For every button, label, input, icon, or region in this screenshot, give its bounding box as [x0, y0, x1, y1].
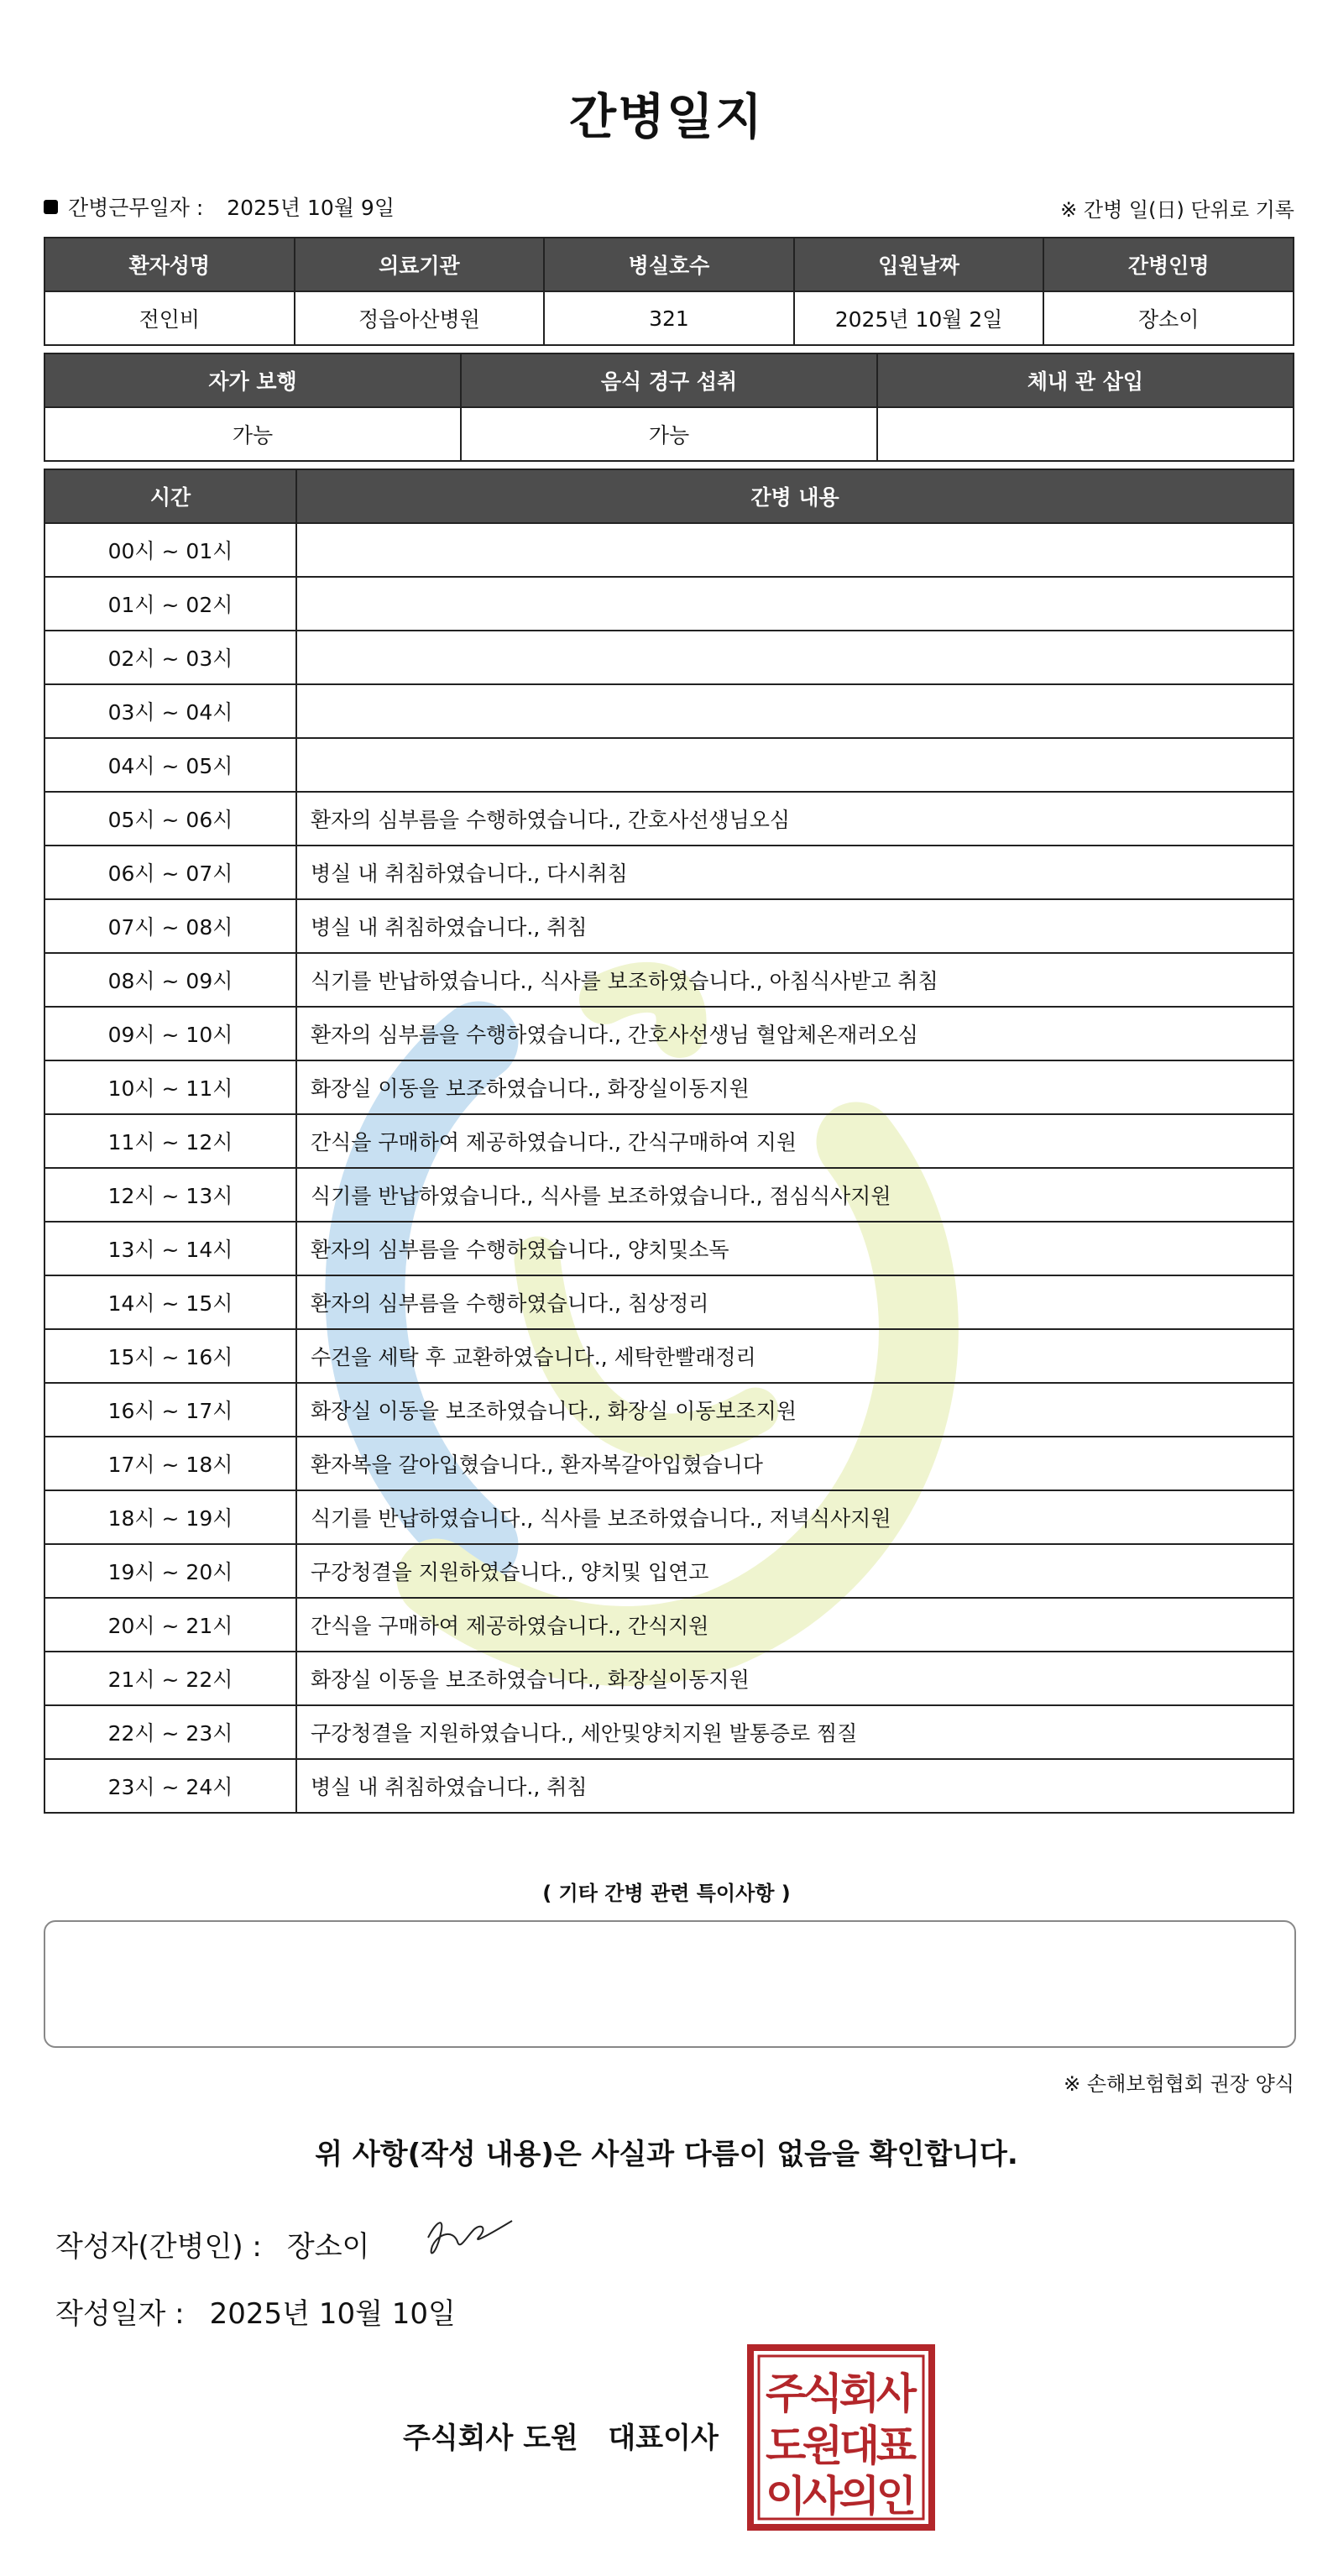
- patient-info-table: [44, 237, 1294, 346]
- header-caregiver: 간병인명: [1043, 238, 1294, 291]
- caregiver-name: 장소이: [1043, 291, 1294, 345]
- log-time: 09시 ~ 10시: [44, 1007, 296, 1060]
- form-source-note: ※ 손해보험협회 권장 양식: [1064, 2072, 1294, 2096]
- log-time: 06시 ~ 07시: [44, 846, 296, 899]
- tube-value: [877, 407, 1294, 461]
- log-time: 17시 ~ 18시: [44, 1437, 296, 1490]
- log-content: 병실 내 취침하였습니다., 취침: [296, 899, 1294, 953]
- patient-name: 전인비: [44, 291, 295, 345]
- header-care-content: 간병 내용: [296, 469, 1294, 523]
- special-notes-box: [44, 1920, 1296, 2048]
- log-time: 13시 ~ 14시: [44, 1222, 296, 1275]
- log-content: [296, 738, 1294, 792]
- log-time: 00시 ~ 01시: [44, 523, 296, 577]
- svg-text:주식회사: 주식회사: [766, 2369, 917, 2418]
- log-content: 환자의 심부름을 수행하였습니다., 양치및소독: [296, 1222, 1294, 1275]
- table-row: [44, 1007, 1294, 1060]
- header-time: 시간: [44, 469, 296, 523]
- table-row: [44, 792, 1294, 846]
- special-notes-title: ( 기타 간병 관련 특이사항 ): [542, 1882, 791, 1905]
- log-time: 15시 ~ 16시: [44, 1329, 296, 1383]
- walking-value: 가능: [44, 407, 461, 461]
- log-time: 19시 ~ 20시: [44, 1544, 296, 1598]
- log-content: 환자의 심부름을 수행하였습니다., 간호사선생님오심: [296, 792, 1294, 846]
- page-title: 간병일지: [568, 88, 765, 145]
- oral-intake-value: 가능: [461, 407, 877, 461]
- log-time: 16시 ~ 17시: [44, 1383, 296, 1437]
- log-time: 08시 ~ 09시: [44, 953, 296, 1007]
- table-row: [44, 1060, 1294, 1114]
- log-time: 07시 ~ 08시: [44, 899, 296, 953]
- log-content: 환자의 심부름을 수행하였습니다., 침상정리: [296, 1275, 1294, 1329]
- header-walking: 자가 보행: [44, 353, 461, 407]
- table-row: [44, 1383, 1294, 1437]
- log-content: 식기를 반납하였습니다., 식사를 보조하였습니다., 저녁식사지원: [296, 1490, 1294, 1544]
- log-content: 식기를 반납하였습니다., 식사를 보조하였습니다., 아침식사받고 취침: [296, 953, 1294, 1007]
- log-content: 구강청결을 지원하였습니다., 양치및 입연고: [296, 1544, 1294, 1598]
- table-row: [44, 1759, 1294, 1813]
- log-content: [296, 684, 1294, 738]
- log-content: [296, 577, 1294, 631]
- room-number: 321: [544, 291, 794, 345]
- log-content: 구강청결을 지원하였습니다., 세안및양치지원 발통증로 찜질: [296, 1705, 1294, 1759]
- svg-text:이사의인: 이사의인: [766, 2472, 917, 2521]
- header-room: 병실호수: [544, 238, 794, 291]
- table-row: [44, 846, 1294, 899]
- writer-name: 장소이: [286, 2230, 370, 2264]
- log-content: 식기를 반납하였습니다., 식사를 보조하였습니다., 점심식사지원: [296, 1168, 1294, 1222]
- log-time: 14시 ~ 15시: [44, 1275, 296, 1329]
- confirmation-statement: 위 사항(작성 내용)은 사실과 다름이 없음을 확인합니다.: [315, 2138, 1018, 2171]
- bullet-square-icon: [44, 200, 58, 214]
- company-representative: 주식회사 도원 대표이사: [403, 2422, 719, 2455]
- log-content: 화장실 이동을 보조하였습니다., 화장실이동지원: [296, 1060, 1294, 1114]
- written-date-line: [55, 2291, 456, 2332]
- table-row: [44, 684, 1294, 738]
- log-content: [296, 631, 1294, 684]
- log-content: 간식을 구매하여 제공하였습니다., 간식구매하여 지원: [296, 1114, 1294, 1168]
- header-tube: 체내 관 삽입: [877, 353, 1294, 407]
- table-row: [44, 953, 1294, 1007]
- written-date-label: 작성일자 :: [55, 2297, 185, 2331]
- log-content: 수건을 세탁 후 교환하였습니다., 세탁한빨래정리: [296, 1329, 1294, 1383]
- log-content: 간식을 구매하여 제공하였습니다., 간식지원: [296, 1598, 1294, 1652]
- admission-date: 2025년 10월 2일: [794, 291, 1044, 345]
- table-row: [44, 1437, 1294, 1490]
- work-date-value: 2025년 10월 9일: [227, 196, 395, 220]
- log-time: 20시 ~ 21시: [44, 1598, 296, 1652]
- svg-text:도원대표: 도원대표: [766, 2422, 917, 2470]
- work-date-label: 간병근무일자 :: [68, 196, 204, 220]
- table-row: [44, 577, 1294, 631]
- log-time: 05시 ~ 06시: [44, 792, 296, 846]
- log-content: 환자의 심부름을 수행하였습니다., 간호사선생님 혈압체온재러오심: [296, 1007, 1294, 1060]
- log-time: 01시 ~ 02시: [44, 577, 296, 631]
- work-date: [44, 191, 395, 222]
- header-hospital: 의료기관: [295, 238, 545, 291]
- log-time: 23시 ~ 24시: [44, 1759, 296, 1813]
- table-row: [44, 899, 1294, 953]
- log-time: 02시 ~ 03시: [44, 631, 296, 684]
- log-time: 18시 ~ 19시: [44, 1490, 296, 1544]
- table-row: [44, 1705, 1294, 1759]
- log-content: 화장실 이동을 보조하였습니다., 화장실이동지원: [296, 1652, 1294, 1705]
- log-time: 10시 ~ 11시: [44, 1060, 296, 1114]
- table-row: [44, 1114, 1294, 1168]
- writer-line: [55, 2223, 369, 2264]
- log-content: [296, 523, 1294, 577]
- table-row: [44, 1275, 1294, 1329]
- log-content: 병실 내 취침하였습니다., 다시취침: [296, 846, 1294, 899]
- log-time: 04시 ~ 05시: [44, 738, 296, 792]
- table-row: [44, 1222, 1294, 1275]
- log-content: 병실 내 취침하였습니다., 취침: [296, 1759, 1294, 1813]
- log-time: 11시 ~ 12시: [44, 1114, 296, 1168]
- unit-note: ※ 간병 일(日) 단위로 기록: [1060, 198, 1294, 222]
- log-content: 환자복을 갈아입혔습니다., 환자복갈아입혔습니다: [296, 1437, 1294, 1490]
- log-time: 21시 ~ 22시: [44, 1652, 296, 1705]
- table-row: [44, 1544, 1294, 1598]
- signature: [420, 2204, 520, 2263]
- table-row: [44, 1490, 1294, 1544]
- care-log-table: [44, 469, 1294, 1814]
- log-time: 22시 ~ 23시: [44, 1705, 296, 1759]
- table-row: [44, 1168, 1294, 1222]
- log-time: 03시 ~ 04시: [44, 684, 296, 738]
- company-seal-stamp: [745, 2343, 937, 2532]
- patient-status-table: [44, 353, 1294, 462]
- writer-label: 작성자(간병인) :: [55, 2230, 262, 2264]
- header-admission-date: 입원날짜: [794, 238, 1044, 291]
- log-time: 12시 ~ 13시: [44, 1168, 296, 1222]
- hospital: 정읍아산병원: [295, 291, 545, 345]
- table-row: [44, 1329, 1294, 1383]
- table-row: [44, 1652, 1294, 1705]
- table-row: [44, 523, 1294, 577]
- table-row: [44, 738, 1294, 792]
- table-row: [44, 631, 1294, 684]
- header-patient-name: 환자성명: [44, 238, 295, 291]
- log-content: 화장실 이동을 보조하였습니다., 화장실 이동보조지원: [296, 1383, 1294, 1437]
- table-row: [44, 1598, 1294, 1652]
- header-oral-intake: 음식 경구 섭취: [461, 353, 877, 407]
- written-date-value: 2025년 10월 10일: [209, 2297, 456, 2331]
